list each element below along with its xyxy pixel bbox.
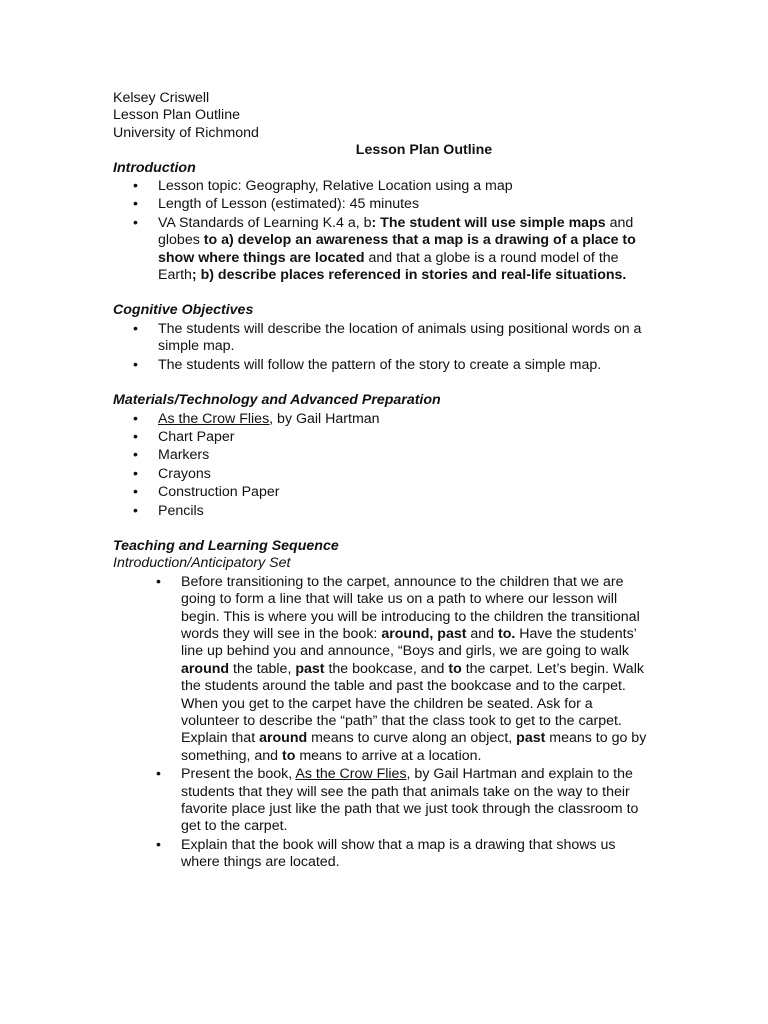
list-item bbox=[113, 215, 653, 285]
section-heading-introduction: Introduction bbox=[113, 159, 196, 176]
standards-text bbox=[158, 215, 636, 283]
list-item bbox=[113, 196, 653, 213]
material-text: Pencils bbox=[158, 502, 204, 519]
standards-bold-1: : The student will use simple maps bbox=[371, 214, 606, 231]
list-item bbox=[113, 357, 653, 374]
objective-text: The students will follow the pattern of the story to create a simple map. bbox=[158, 356, 602, 373]
bold-run: to bbox=[448, 660, 462, 677]
standards-code: VA Standards of Learning K.4 a, b bbox=[158, 214, 372, 231]
document-header bbox=[113, 90, 653, 142]
spacer bbox=[113, 521, 653, 538]
bold-run: around, past bbox=[381, 625, 467, 642]
author-name: Kelsey Criswell bbox=[113, 90, 210, 106]
standards-bold-2: to a) develop an awareness that a map is a drawing of a place to show where things are located bbox=[158, 232, 636, 266]
standards-plain-2: and globes bbox=[158, 214, 634, 249]
lesson-length: Length of Lesson (estimated): 45 minutes bbox=[158, 196, 420, 213]
material-text: Markers bbox=[158, 447, 210, 464]
list-item bbox=[113, 574, 653, 765]
objective-text: The students will describe the location of animals using positional words on a simple map. bbox=[158, 320, 642, 355]
bold-run: around bbox=[181, 660, 230, 677]
introduction-list bbox=[113, 178, 653, 284]
spacer bbox=[113, 285, 653, 302]
standards-plain-3: and that a globe is a round model of the Earth bbox=[158, 249, 619, 284]
institution-name: University of Richmond bbox=[113, 124, 259, 141]
spacer bbox=[113, 375, 653, 392]
section-heading-cognitive: Cognitive Objectives bbox=[113, 302, 254, 319]
material-text: Crayons bbox=[158, 465, 211, 482]
book-author: by Gail Hartman bbox=[273, 410, 380, 427]
bold-run: to bbox=[281, 747, 296, 764]
document-title: Lesson Plan Outline bbox=[355, 142, 493, 159]
section-heading-materials: Materials/Technology and Advanced Preparation bbox=[113, 392, 441, 409]
list-item bbox=[113, 837, 653, 872]
text-run: means to go by something, and bbox=[181, 730, 647, 764]
bold-run: past bbox=[295, 660, 325, 677]
book-title: As the Crow Flies, bbox=[158, 410, 274, 427]
text-run: Have the students’ line up behind you and announce, “Boys and girls, we are going to walk bbox=[181, 625, 637, 660]
text-run: , by Gail Hartman and explain to the students that they will see the path that animals take on the way to their favorite place just like the path that we just took through the classroom to get to the carpet. bbox=[181, 766, 639, 835]
list-item bbox=[113, 484, 653, 501]
bold-run: past bbox=[516, 730, 546, 747]
list-item bbox=[113, 503, 653, 520]
teaching-list bbox=[113, 574, 653, 872]
step-text: Explain that the book will show that a map is a drawing that shows us where things are located. bbox=[181, 836, 616, 871]
list-item bbox=[113, 321, 653, 356]
cognitive-list bbox=[113, 321, 653, 374]
lesson-topic: Lesson topic: Geography, Relative Location using a map bbox=[158, 178, 513, 195]
text-run: means to arrive at a location. bbox=[295, 747, 482, 764]
text-run: Present the book, bbox=[181, 766, 296, 783]
text-run: means to curve along an object, bbox=[307, 730, 517, 747]
document-page bbox=[113, 90, 653, 873]
step-text bbox=[181, 574, 646, 764]
subsection-heading: Introduction/Anticipatory Set bbox=[113, 555, 291, 572]
text-run: Before transitioning to the carpet, announce to the children that we are going to form a line that will take us on a path to where our lesson will begin. This is where you will be introducing to the children the transitional words they will see in the book: bbox=[181, 573, 640, 642]
section-heading-teaching: Teaching and Learning Sequence bbox=[113, 537, 339, 554]
list-item bbox=[113, 766, 653, 836]
document-type: Lesson Plan Outline bbox=[113, 107, 240, 124]
standards-bold-3: ; b) describe places referenced in stories and real-life situations. bbox=[191, 267, 627, 284]
list-item bbox=[113, 178, 653, 195]
text-run: and bbox=[466, 625, 499, 642]
bold-run: to. bbox=[498, 625, 516, 642]
text-run: the carpet. Let’s begin. Walk the students around the table and past the bookcase and to the carpet. When you get to the carpet have the children be seated. Ask for a volunteer to describe the “path” that the class took to get to the carpet. Explain that bbox=[181, 660, 644, 747]
book-title: As the Crow Flies bbox=[295, 766, 407, 783]
material-text: Construction Paper bbox=[158, 484, 280, 501]
bold-run: around bbox=[259, 730, 308, 747]
list-item bbox=[113, 411, 653, 428]
list-item bbox=[113, 429, 653, 446]
text-run: the table, bbox=[229, 660, 296, 677]
material-text: Chart Paper bbox=[158, 428, 235, 445]
list-item bbox=[113, 447, 653, 464]
materials-list bbox=[113, 411, 653, 520]
step-text bbox=[181, 766, 638, 834]
text-run: the bookcase, and bbox=[324, 660, 449, 677]
list-item bbox=[113, 466, 653, 483]
